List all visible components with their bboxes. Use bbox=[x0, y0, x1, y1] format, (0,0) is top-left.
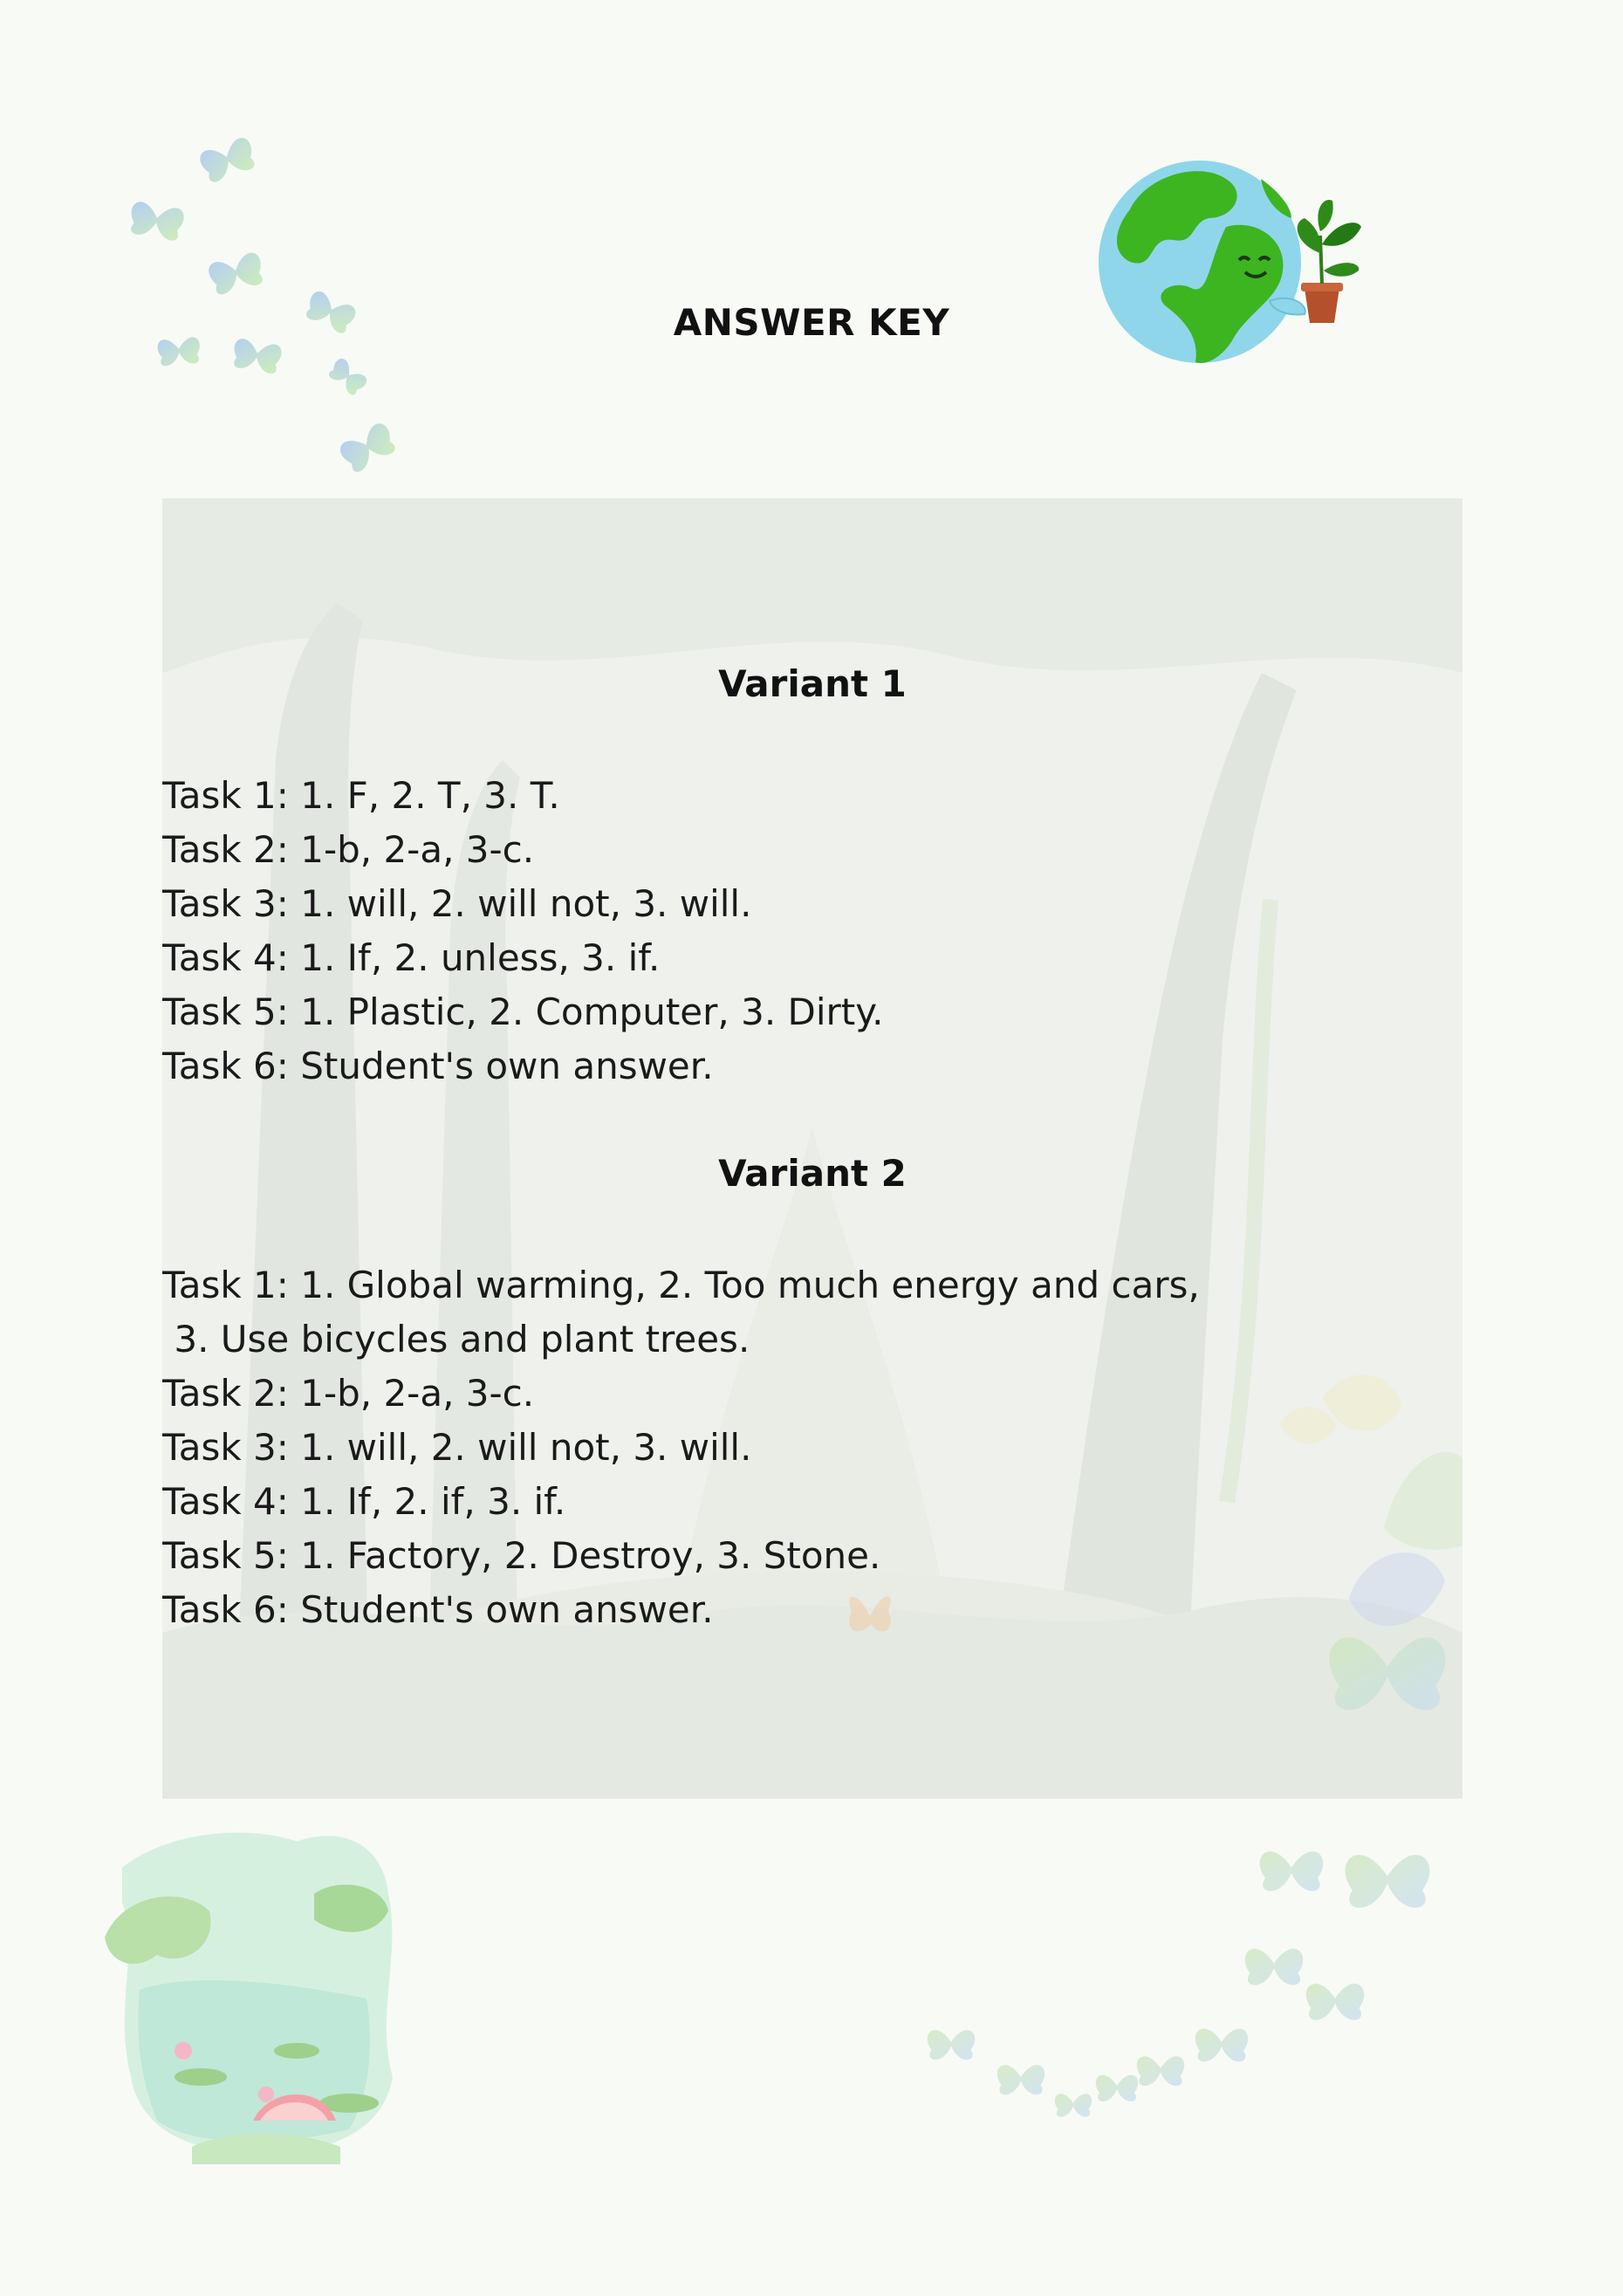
list-item: Task 6: Student's own answer. bbox=[162, 1588, 714, 1631]
butterflies-bottom-right bbox=[899, 1614, 1510, 2121]
list-item: Task 4: 1. If, 2. if, 3. if. bbox=[162, 1480, 566, 1523]
list-item: Task 1: 1. F, 2. T, 3. T. bbox=[162, 774, 560, 817]
list-item: Task 3: 1. will, 2. will not, 3. will. bbox=[162, 1426, 752, 1469]
variant-2-answers bbox=[162, 1258, 1200, 1637]
variant-2-heading: Variant 2 bbox=[718, 1152, 907, 1195]
list-item: Task 5: 1. Plastic, 2. Computer, 3. Dirty. bbox=[162, 990, 884, 1033]
list-item: Task 4: 1. If, 2. unless, 3. if. bbox=[162, 936, 661, 979]
variant-1-answers bbox=[162, 769, 884, 1093]
list-item: Task 2: 1-b, 2-a, 3-c. bbox=[162, 1372, 535, 1415]
answers-content bbox=[162, 498, 1462, 1799]
list-item: Task 2: 1-b, 2-a, 3-c. bbox=[162, 828, 535, 871]
list-item: 3. Use bicycles and plant trees. bbox=[162, 1318, 750, 1360]
list-item: Task 1: 1. Global warming, 2. Too much energy and cars, bbox=[162, 1264, 1200, 1306]
earth-holding-plant-icon bbox=[1095, 157, 1374, 384]
variant-1-heading: Variant 1 bbox=[718, 662, 907, 705]
page-title: ANSWER KEY bbox=[673, 301, 950, 344]
pond-illustration bbox=[87, 1815, 454, 2173]
answers-panel bbox=[162, 498, 1462, 1799]
list-item: Task 5: 1. Factory, 2. Destroy, 3. Stone. bbox=[162, 1534, 881, 1577]
list-item: Task 6: Student's own answer. bbox=[162, 1045, 714, 1087]
list-item: Task 3: 1. will, 2. will not, 3. will. bbox=[162, 882, 752, 925]
